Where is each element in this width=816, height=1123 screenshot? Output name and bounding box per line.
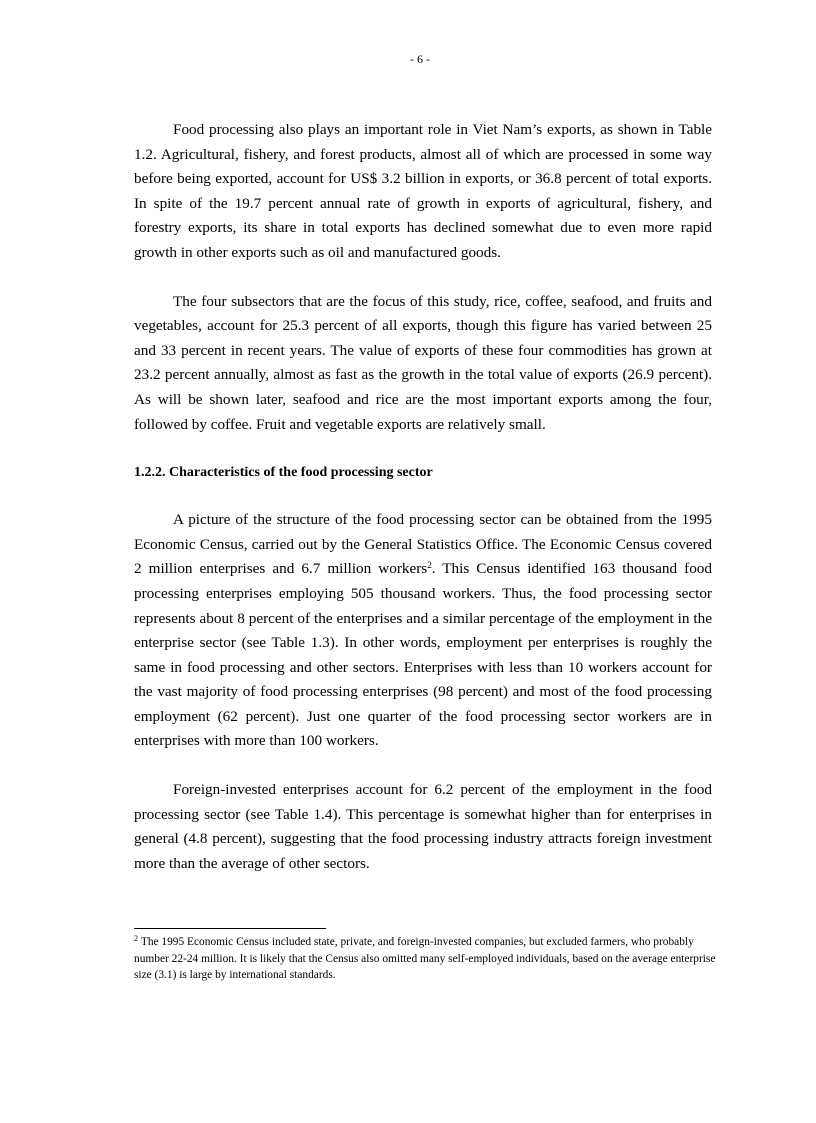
- footnote: [134, 934, 724, 984]
- footnote-reference: 2: [427, 560, 432, 571]
- footnote-marker: 2: [134, 934, 138, 943]
- paragraph-structure-text-start: A picture of the structure of the food processing sector can be obtained from the 1995 Economic Census, carried out by the General Statistics Office. The Economic Census covered 2 million enterprises and 6.7 million workers: [134, 511, 712, 578]
- paragraph-exports-role: Food processing also plays an important role in Viet Nam’s exports, as shown in Table 1.2. Agricultural, fishery, and forest products, almost all of which are processed in some way before being exported, account for US$ 3.2 billion in exports, or 36.8 percent of total exports. In spite of the 19.7 percent annual rate of growth in exports of agricultural, fishery, and forestry exports, its share in total exports has declined somewhat due to even more rapid growth in other exports such as oil and manufactured goods.: [134, 121, 712, 261]
- footnote-divider: [134, 928, 326, 929]
- footnote-text: The 1995 Economic Census included state, private, and foreign-invested companies, but excluded farmers, who probably number 22-24 million. It is likely that the Census also omitted many self-employed individuals, based on the average enterprise size (3.1) is large by international standards.: [134, 936, 716, 981]
- page-body: [134, 118, 712, 900]
- paragraph-foreign-invested: Foreign-invested enterprises account for 6.2 percent of the employment in the food processing sector (see Table 1.4). This percentage is somewhat higher than for enterprises in general (4.8 percent), suggesting that the food processing industry attracts foreign investment more than the average of other sectors.: [134, 781, 712, 872]
- page-number: - 6 -: [410, 52, 430, 66]
- paragraph-structure: [134, 508, 712, 754]
- paragraph-four-subsectors: The four subsectors that are the focus of this study, rice, coffee, seafood, and fruits and vegetables, account for 25.3 percent of all exports, though this figure has varied between 25 and 33 percent in recent years. The value of exports of these four commodities has grown at 23.2 percent annually, almost as fast as the growth in the total value of exports (26.9 percent). As will be shown later, seafood and rice are the most important exports among the four, followed by coffee. Fruit and vegetable exports are relatively small.: [134, 292, 712, 433]
- section-heading: 1.2.2. Characteristics of the food processing sector: [134, 465, 433, 481]
- paragraph-structure-text-end: . This Census identified 163 thousand food processing enterprises employing 505 thousand workers. Thus, the food processing sector represents about 8 percent of the enterprises and a similar percentage of the employment in the enterprise sector (see Table 1.3). In other words, employment per enterprises is roughly the same in food processing and other sectors. Enterprises with less than 10 workers account for the vast majority of food processing enterprises (98 percent) and most of the food processing employment (62 percent). Just one quarter of the food processing sector workers are in enterprises with more than 100 workers.: [134, 560, 712, 750]
